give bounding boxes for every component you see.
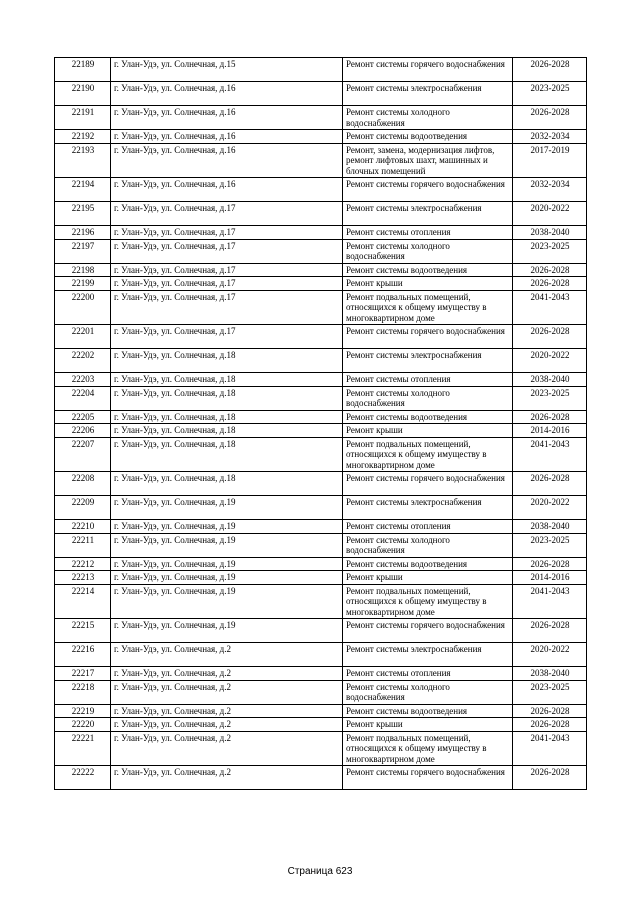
work-type-cell: Ремонт системы электроснабжения (343, 82, 513, 106)
table-row (55, 704, 587, 718)
table-row (55, 410, 587, 424)
years-cell: 2026-2028 (513, 557, 587, 571)
work-type-cell: Ремонт системы водоотведения (343, 557, 513, 571)
table-row (55, 731, 587, 766)
years-cell: 2026-2028 (513, 410, 587, 424)
address-cell: г. Улан-Удэ, ул. Солнечная, д.19 (111, 533, 343, 557)
address-cell: г. Улан-Удэ, ул. Солнечная, д.17 (111, 277, 343, 291)
row-number-cell: 22213 (55, 571, 111, 585)
address-cell: г. Улан-Удэ, ул. Солнечная, д.18 (111, 424, 343, 438)
years-cell: 2026-2028 (513, 106, 587, 130)
address-cell: г. Улан-Удэ, ул. Солнечная, д.19 (111, 520, 343, 534)
years-cell: 2014-2016 (513, 571, 587, 585)
years-cell: 2038-2040 (513, 226, 587, 240)
work-schedule-table (54, 57, 587, 790)
work-type-cell: Ремонт системы электроснабжения (343, 202, 513, 226)
table-row (55, 424, 587, 438)
address-cell: г. Улан-Удэ, ул. Солнечная, д.2 (111, 704, 343, 718)
row-number-cell: 22204 (55, 386, 111, 410)
work-type-cell: Ремонт системы отопления (343, 520, 513, 534)
table-row (55, 386, 587, 410)
row-number-cell: 22197 (55, 239, 111, 263)
address-cell: г. Улан-Удэ, ул. Солнечная, д.17 (111, 226, 343, 240)
table-row (55, 263, 587, 277)
address-cell: г. Улан-Удэ, ул. Солнечная, д.19 (111, 571, 343, 585)
table-row (55, 766, 587, 790)
row-number-cell: 22221 (55, 731, 111, 766)
work-type-cell: Ремонт системы водоотведения (343, 130, 513, 144)
years-cell: 2038-2040 (513, 520, 587, 534)
row-number-cell: 22208 (55, 472, 111, 496)
years-cell: 2026-2028 (513, 277, 587, 291)
address-cell: г. Улан-Удэ, ул. Солнечная, д.18 (111, 410, 343, 424)
row-number-cell: 22202 (55, 349, 111, 373)
work-type-cell: Ремонт системы электроснабжения (343, 643, 513, 667)
address-cell: г. Улан-Удэ, ул. Солнечная, д.2 (111, 667, 343, 681)
work-type-cell: Ремонт системы водоотведения (343, 704, 513, 718)
work-type-cell: Ремонт системы холодного водоснабжения (343, 106, 513, 130)
years-cell: 2032-2034 (513, 130, 587, 144)
row-number-cell: 22210 (55, 520, 111, 534)
row-number-cell: 22214 (55, 584, 111, 619)
years-cell: 2020-2022 (513, 202, 587, 226)
row-number-cell: 22222 (55, 766, 111, 790)
table-row (55, 496, 587, 520)
address-cell: г. Улан-Удэ, ул. Солнечная, д.18 (111, 386, 343, 410)
table-row (55, 557, 587, 571)
years-cell: 2041-2043 (513, 584, 587, 619)
years-cell: 2026-2028 (513, 58, 587, 82)
table-row (55, 571, 587, 585)
table-row (55, 472, 587, 496)
years-cell: 2020-2022 (513, 496, 587, 520)
work-type-cell: Ремонт подвальных помещений, относящихся к общему имуществу в многоквартирном доме (343, 290, 513, 325)
work-type-cell: Ремонт системы горячего водоснабжения (343, 619, 513, 643)
work-type-cell: Ремонт системы отопления (343, 226, 513, 240)
table-body (55, 58, 587, 790)
row-number-cell: 22201 (55, 325, 111, 349)
row-number-cell: 22190 (55, 82, 111, 106)
table-row (55, 520, 587, 534)
years-cell: 2023-2025 (513, 82, 587, 106)
table-row (55, 643, 587, 667)
row-number-cell: 22194 (55, 178, 111, 202)
work-type-cell: Ремонт системы горячего водоснабжения (343, 766, 513, 790)
table-row (55, 58, 587, 82)
work-type-cell: Ремонт системы водоотведения (343, 263, 513, 277)
years-cell: 2023-2025 (513, 680, 587, 704)
years-cell: 2026-2028 (513, 704, 587, 718)
page-number: Страница 623 (287, 866, 353, 877)
table-row (55, 533, 587, 557)
address-cell: г. Улан-Удэ, ул. Солнечная, д.17 (111, 202, 343, 226)
address-cell: г. Улан-Удэ, ул. Солнечная, д.16 (111, 143, 343, 178)
row-number-cell: 22207 (55, 437, 111, 472)
table-row (55, 202, 587, 226)
work-type-cell: Ремонт системы холодного водоснабжения (343, 680, 513, 704)
work-type-cell: Ремонт системы электроснабжения (343, 496, 513, 520)
table-row (55, 290, 587, 325)
address-cell: г. Улан-Удэ, ул. Солнечная, д.17 (111, 239, 343, 263)
row-number-cell: 22219 (55, 704, 111, 718)
row-number-cell: 22189 (55, 58, 111, 82)
years-cell: 2026-2028 (513, 472, 587, 496)
row-number-cell: 22195 (55, 202, 111, 226)
years-cell: 2026-2028 (513, 263, 587, 277)
address-cell: г. Улан-Удэ, ул. Солнечная, д.16 (111, 106, 343, 130)
work-type-cell: Ремонт крыши (343, 571, 513, 585)
row-number-cell: 22212 (55, 557, 111, 571)
table-row (55, 130, 587, 144)
row-number-cell: 22209 (55, 496, 111, 520)
years-cell: 2026-2028 (513, 718, 587, 732)
address-cell: г. Улан-Удэ, ул. Солнечная, д.18 (111, 472, 343, 496)
years-cell: 2026-2028 (513, 619, 587, 643)
years-cell: 2041-2043 (513, 437, 587, 472)
address-cell: г. Улан-Удэ, ул. Солнечная, д.2 (111, 680, 343, 704)
years-cell: 2041-2043 (513, 731, 587, 766)
address-cell: г. Улан-Удэ, ул. Солнечная, д.19 (111, 557, 343, 571)
table-row (55, 143, 587, 178)
address-cell: г. Улан-Удэ, ул. Солнечная, д.18 (111, 437, 343, 472)
address-cell: г. Улан-Удэ, ул. Солнечная, д.17 (111, 263, 343, 277)
table-row (55, 584, 587, 619)
work-type-cell: Ремонт системы горячего водоснабжения (343, 325, 513, 349)
work-type-cell: Ремонт системы горячего водоснабжения (343, 472, 513, 496)
row-number-cell: 22218 (55, 680, 111, 704)
row-number-cell: 22205 (55, 410, 111, 424)
work-type-cell: Ремонт подвальных помещений, относящихся к общему имуществу в многоквартирном доме (343, 584, 513, 619)
work-type-cell: Ремонт системы горячего водоснабжения (343, 178, 513, 202)
row-number-cell: 22192 (55, 130, 111, 144)
work-type-cell: Ремонт системы холодного водоснабжения (343, 533, 513, 557)
table-row (55, 82, 587, 106)
years-cell: 2038-2040 (513, 373, 587, 387)
address-cell: г. Улан-Удэ, ул. Солнечная, д.17 (111, 325, 343, 349)
table-row (55, 437, 587, 472)
address-cell: г. Улан-Удэ, ул. Солнечная, д.16 (111, 130, 343, 144)
table-row (55, 178, 587, 202)
address-cell: г. Улан-Удэ, ул. Солнечная, д.2 (111, 731, 343, 766)
years-cell: 2038-2040 (513, 667, 587, 681)
row-number-cell: 22217 (55, 667, 111, 681)
years-cell: 2026-2028 (513, 766, 587, 790)
years-cell: 2026-2028 (513, 325, 587, 349)
table-row (55, 226, 587, 240)
work-type-cell: Ремонт крыши (343, 277, 513, 291)
table-row (55, 667, 587, 681)
address-cell: г. Улан-Удэ, ул. Солнечная, д.2 (111, 718, 343, 732)
years-cell: 2020-2022 (513, 349, 587, 373)
table-row (55, 277, 587, 291)
work-type-cell: Ремонт системы холодного водоснабжения (343, 386, 513, 410)
work-type-cell: Ремонт крыши (343, 424, 513, 438)
work-type-cell: Ремонт подвальных помещений, относящихся к общему имуществу в многоквартирном доме (343, 437, 513, 472)
row-number-cell: 22215 (55, 619, 111, 643)
row-number-cell: 22206 (55, 424, 111, 438)
years-cell: 2041-2043 (513, 290, 587, 325)
address-cell: г. Улан-Удэ, ул. Солнечная, д.18 (111, 349, 343, 373)
years-cell: 2020-2022 (513, 643, 587, 667)
table-row (55, 718, 587, 732)
work-type-cell: Ремонт системы водоотведения (343, 410, 513, 424)
work-type-cell: Ремонт системы холодного водоснабжения (343, 239, 513, 263)
address-cell: г. Улан-Удэ, ул. Солнечная, д.15 (111, 58, 343, 82)
row-number-cell: 22220 (55, 718, 111, 732)
work-type-cell: Ремонт системы отопления (343, 667, 513, 681)
work-type-cell: Ремонт системы электроснабжения (343, 349, 513, 373)
row-number-cell: 22196 (55, 226, 111, 240)
row-number-cell: 22191 (55, 106, 111, 130)
row-number-cell: 22198 (55, 263, 111, 277)
table-row (55, 106, 587, 130)
address-cell: г. Улан-Удэ, ул. Солнечная, д.19 (111, 619, 343, 643)
work-type-cell: Ремонт системы отопления (343, 373, 513, 387)
work-type-cell: Ремонт подвальных помещений, относящихся к общему имуществу в многоквартирном доме (343, 731, 513, 766)
table-row (55, 680, 587, 704)
years-cell: 2014-2016 (513, 424, 587, 438)
address-cell: г. Улан-Удэ, ул. Солнечная, д.19 (111, 496, 343, 520)
years-cell: 2017-2019 (513, 143, 587, 178)
address-cell: г. Улан-Удэ, ул. Солнечная, д.17 (111, 290, 343, 325)
table-row (55, 349, 587, 373)
work-type-cell: Ремонт крыши (343, 718, 513, 732)
address-cell: г. Улан-Удэ, ул. Солнечная, д.16 (111, 178, 343, 202)
table-row (55, 373, 587, 387)
address-cell: г. Улан-Удэ, ул. Солнечная, д.18 (111, 373, 343, 387)
row-number-cell: 22193 (55, 143, 111, 178)
address-cell: г. Улан-Удэ, ул. Солнечная, д.19 (111, 584, 343, 619)
years-cell: 2032-2034 (513, 178, 587, 202)
table-row (55, 239, 587, 263)
work-type-cell: Ремонт системы горячего водоснабжения (343, 58, 513, 82)
table-row (55, 325, 587, 349)
years-cell: 2023-2025 (513, 239, 587, 263)
table-row (55, 619, 587, 643)
years-cell: 2023-2025 (513, 386, 587, 410)
address-cell: г. Улан-Удэ, ул. Солнечная, д.2 (111, 643, 343, 667)
row-number-cell: 22203 (55, 373, 111, 387)
work-type-cell: Ремонт, замена, модернизация лифтов, ремонт лифтовых шахт, машинных и блочных помещений (343, 143, 513, 178)
row-number-cell: 22216 (55, 643, 111, 667)
row-number-cell: 22211 (55, 533, 111, 557)
years-cell: 2023-2025 (513, 533, 587, 557)
row-number-cell: 22200 (55, 290, 111, 325)
address-cell: г. Улан-Удэ, ул. Солнечная, д.2 (111, 766, 343, 790)
row-number-cell: 22199 (55, 277, 111, 291)
address-cell: г. Улан-Удэ, ул. Солнечная, д.16 (111, 82, 343, 106)
